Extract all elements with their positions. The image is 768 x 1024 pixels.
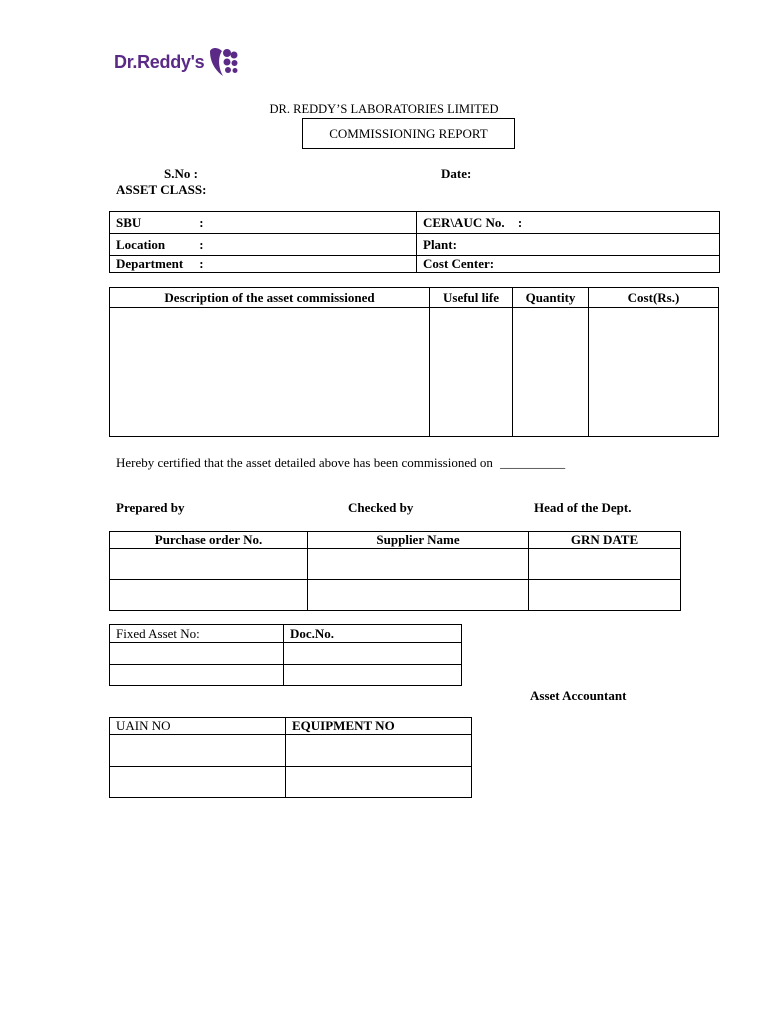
table-row bbox=[110, 767, 472, 798]
table-row bbox=[110, 212, 720, 234]
report-title: COMMISSIONING REPORT bbox=[302, 118, 515, 149]
colon: : bbox=[517, 214, 523, 230]
useful-life-cell[interactable] bbox=[430, 308, 513, 437]
col-cost: Cost(Rs.) bbox=[589, 288, 719, 308]
uain-no-cell[interactable] bbox=[110, 767, 286, 798]
cost-center-cell bbox=[417, 256, 720, 273]
fixed-asset-no-cell[interactable] bbox=[110, 643, 284, 665]
location-label: Location bbox=[116, 236, 166, 252]
po-number-cell[interactable] bbox=[110, 549, 308, 580]
col-supplier-name: Supplier Name bbox=[308, 532, 529, 549]
certification-text: Hereby certified that the asset detailed above has been commissioned on __________ bbox=[116, 455, 566, 470]
sno-label: S.No : bbox=[164, 166, 198, 181]
head-of-dept-label: Head of the Dept. bbox=[534, 500, 632, 515]
table-row bbox=[110, 580, 681, 611]
doc-no-cell[interactable] bbox=[284, 665, 462, 686]
col-quantity: Quantity bbox=[513, 288, 589, 308]
col-equipment-no: EQUIPMENT NO bbox=[286, 718, 472, 735]
table-row bbox=[110, 735, 472, 767]
grn-date-cell[interactable] bbox=[529, 549, 681, 580]
asset-table bbox=[109, 287, 719, 437]
uain-table bbox=[109, 717, 472, 798]
po-number-cell[interactable] bbox=[110, 580, 308, 611]
sbu-label: SBU bbox=[116, 214, 142, 230]
table-header-row bbox=[110, 625, 462, 643]
plant-label: Plant: bbox=[423, 236, 457, 252]
table-row bbox=[110, 234, 720, 256]
purchase-order-table bbox=[109, 531, 681, 611]
location-cell bbox=[110, 234, 417, 256]
col-useful-life: Useful life bbox=[430, 288, 513, 308]
logo-heart-icon bbox=[206, 45, 240, 79]
table-row bbox=[110, 256, 720, 273]
colon: : bbox=[199, 256, 204, 271]
asset-accountant-label: Asset Accountant bbox=[530, 688, 627, 703]
supplier-name-cell[interactable] bbox=[308, 580, 529, 611]
company-name: DR. REDDY’S LABORATORIES LIMITED bbox=[269, 102, 499, 116]
table-row bbox=[110, 643, 462, 665]
company-logo bbox=[114, 44, 240, 80]
logo-wordmark: Dr.Reddy's bbox=[114, 51, 205, 72]
department-cell bbox=[110, 256, 417, 273]
table-row bbox=[110, 665, 462, 686]
col-doc-no: Doc.No. bbox=[284, 625, 462, 643]
uain-no-cell[interactable] bbox=[110, 735, 286, 767]
fixed-asset-table bbox=[109, 624, 462, 686]
table-row bbox=[110, 549, 681, 580]
asset-class-label: ASSET CLASS: bbox=[116, 182, 207, 197]
supplier-name-cell[interactable] bbox=[308, 549, 529, 580]
grn-date-cell[interactable] bbox=[529, 580, 681, 611]
cer-cell bbox=[417, 212, 720, 234]
sbu-cell bbox=[110, 212, 417, 234]
col-description: Description of the asset commissioned bbox=[110, 288, 430, 308]
col-po-number: Purchase order No. bbox=[110, 532, 308, 549]
col-fixed-asset-no: Fixed Asset No: bbox=[110, 625, 284, 643]
table-header-row bbox=[110, 288, 719, 308]
table-header-row bbox=[110, 532, 681, 549]
equipment-no-cell[interactable] bbox=[286, 767, 472, 798]
description-cell[interactable] bbox=[110, 308, 430, 437]
table-row bbox=[110, 308, 719, 437]
col-grn-date: GRN DATE bbox=[529, 532, 681, 549]
quantity-cell[interactable] bbox=[513, 308, 589, 437]
date-label: Date: bbox=[441, 166, 472, 181]
fixed-asset-no-cell[interactable] bbox=[110, 665, 284, 686]
col-uain-no: UAIN NO bbox=[110, 718, 286, 735]
equipment-no-cell[interactable] bbox=[286, 735, 472, 767]
cer-label: CER\AUC No. bbox=[423, 214, 505, 230]
table-header-row bbox=[110, 718, 472, 735]
info-table bbox=[109, 211, 720, 273]
colon: : bbox=[199, 236, 204, 252]
doc-no-cell[interactable] bbox=[284, 643, 462, 665]
commission-date-blank[interactable]: __________ bbox=[500, 455, 566, 470]
colon: : bbox=[199, 214, 204, 230]
cost-center-label: Cost Center: bbox=[423, 256, 495, 271]
checked-by-label: Checked by bbox=[348, 500, 414, 515]
prepared-by-label: Prepared by bbox=[116, 500, 185, 515]
cost-cell[interactable] bbox=[589, 308, 719, 437]
plant-cell bbox=[417, 234, 720, 256]
department-label: Department bbox=[116, 256, 184, 271]
